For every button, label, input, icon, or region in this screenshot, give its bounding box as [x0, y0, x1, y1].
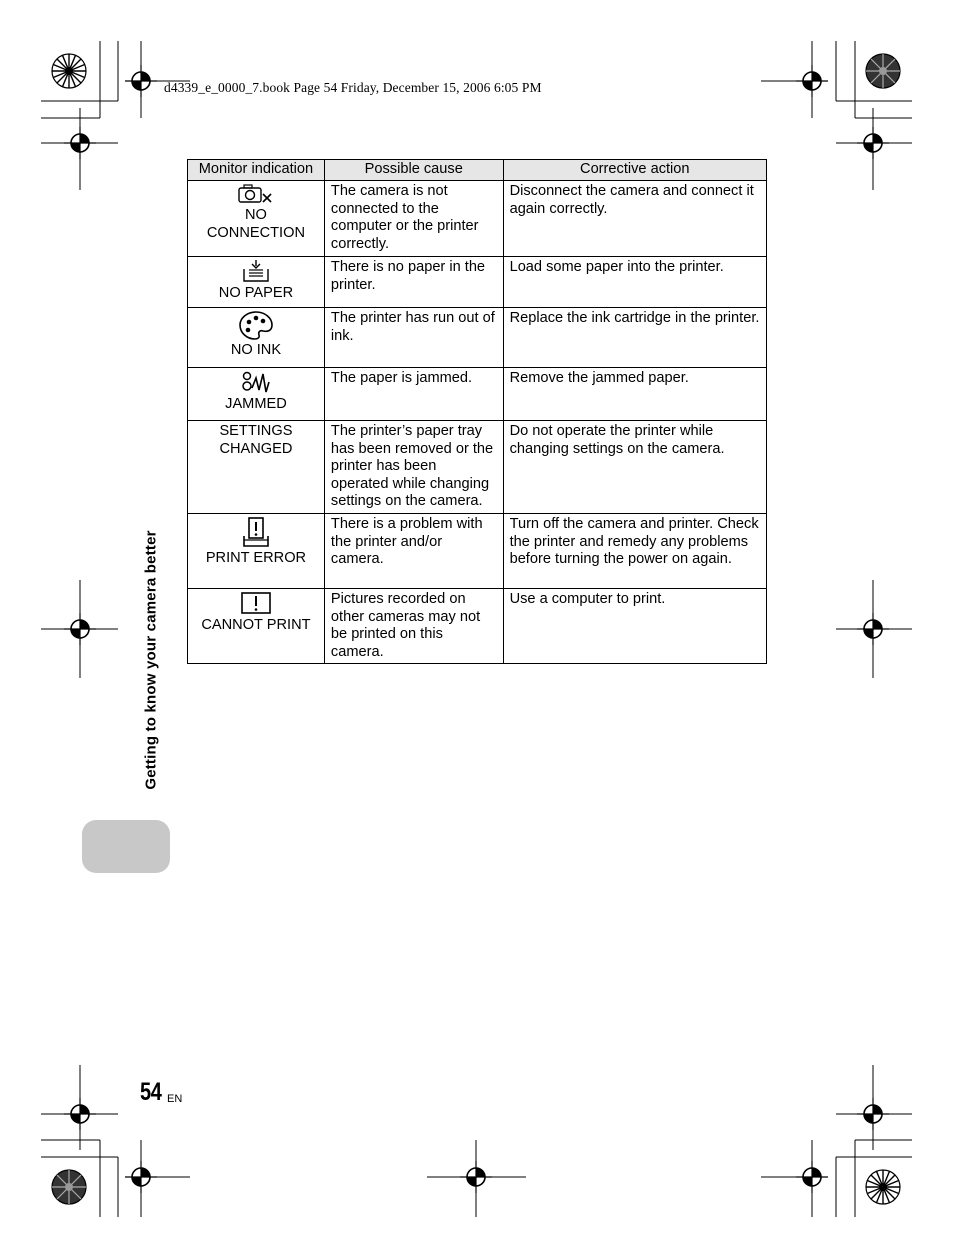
cause-cell: Pictures recorded on other cameras may not be printed on this camera. — [324, 589, 503, 664]
indication-label: NO INK — [230, 342, 282, 358]
section-tab-label: Getting to know your camera better — [142, 530, 160, 790]
no-paper-icon — [241, 259, 271, 283]
table-row — [188, 589, 767, 664]
paper-jam-icon — [240, 370, 272, 394]
cannot-print-icon — [240, 591, 272, 615]
column-header-action: Corrective action — [503, 160, 766, 181]
column-header-cause: Possible cause — [324, 160, 503, 181]
monitor-cell — [188, 514, 325, 589]
book-slug-header: d4339_e_0000_7.book Page 54 Friday, December 15, 2006 6:05 PM — [164, 80, 542, 95]
cause-cell: The camera is not connected to the computer or the printer correctly. — [324, 181, 503, 257]
indication-label: NO PAPER — [218, 285, 294, 301]
page-language: EN — [167, 1093, 183, 1105]
monitor-cell — [188, 181, 325, 257]
table-row — [188, 421, 767, 514]
indication-label: PRINT ERROR — [205, 550, 307, 566]
table-row — [188, 368, 767, 421]
ink-palette-icon — [238, 310, 274, 340]
table-row — [188, 181, 767, 257]
action-cell: Load some paper into the printer. — [503, 257, 766, 308]
action-cell: Disconnect the camera and connect it again correctly. — [503, 181, 766, 257]
cause-cell: There is no paper in the printer. — [324, 257, 503, 308]
indication-label: JAMMED — [225, 396, 287, 412]
action-cell: Turn off the camera and printer. Check the printer and remedy any problems before turning the power on again. — [503, 514, 766, 589]
cause-cell: The printer has run out of ink. — [324, 308, 503, 368]
error-table — [187, 159, 767, 664]
cause-cell: There is a problem with the printer and/or camera. — [324, 514, 503, 589]
section-tab-marker — [82, 820, 170, 873]
cause-cell: The paper is jammed. — [324, 368, 503, 421]
monitor-cell — [188, 589, 325, 664]
table-row — [188, 514, 767, 589]
printer-error-icon — [241, 516, 271, 548]
table-row — [188, 308, 767, 368]
indication-label: CANNOT PRINT — [201, 617, 311, 633]
page-number: 54 — [140, 1078, 162, 1106]
camera-disconnected-icon — [237, 183, 275, 205]
indication-label: NO CONNECTION — [206, 207, 305, 241]
monitor-cell — [188, 308, 325, 368]
action-cell: Replace the ink cartridge in the printer. — [503, 308, 766, 368]
action-cell: Do not operate the printer while changing settings on the camera. — [503, 421, 766, 514]
table-header-row — [188, 160, 767, 181]
monitor-cell — [188, 368, 325, 421]
table-row — [188, 257, 767, 308]
column-header-monitor: Monitor indication — [188, 160, 325, 181]
action-cell: Use a computer to print. — [503, 589, 766, 664]
monitor-cell — [188, 257, 325, 308]
cause-cell: The printer’s paper tray has been removed or the printer has been operated while changing settings on the camera. — [324, 421, 503, 514]
action-cell: Remove the jammed paper. — [503, 368, 766, 421]
indication-label: SETTINGS CHANGED — [219, 423, 293, 457]
monitor-cell — [188, 421, 325, 514]
